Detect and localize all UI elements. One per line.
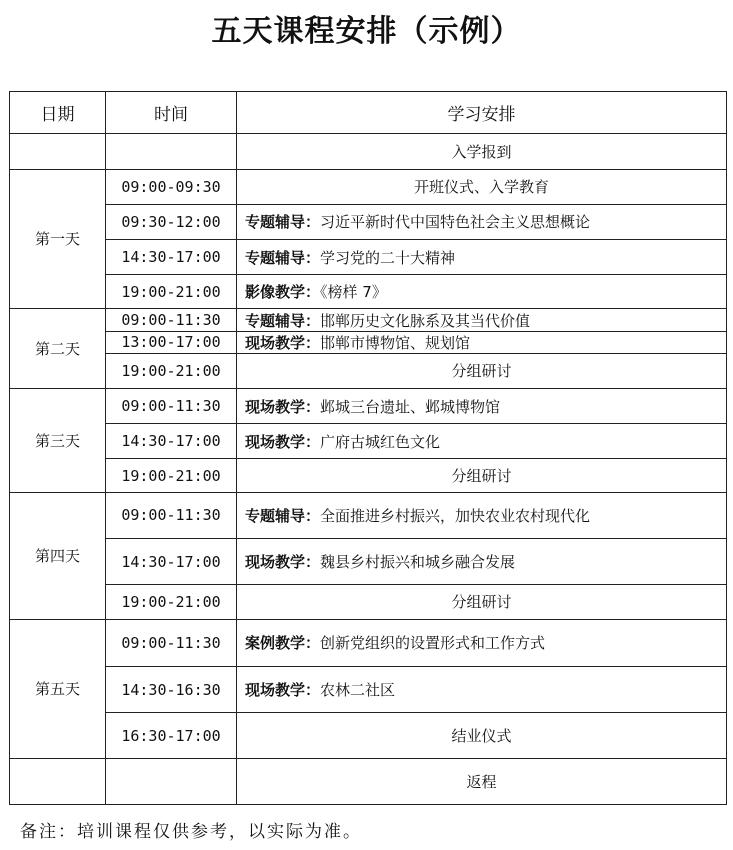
activity-cell: 分组研讨 — [237, 353, 727, 388]
activity-cell: 分组研讨 — [237, 585, 727, 619]
table-row — [10, 239, 727, 274]
activity-type: 现场教学： — [245, 333, 321, 352]
time-cell: 16:30-17:00 — [106, 713, 237, 759]
activity-cell: 分组研讨 — [237, 459, 727, 492]
activity-text: 邯郸市博物馆、规划馆 — [320, 333, 471, 352]
activity-cell: 开班仪式、入学教育 — [237, 169, 727, 204]
schedule-table — [9, 91, 727, 805]
activity-type: 现场教学： — [245, 681, 321, 699]
day-label: 第五天 — [10, 619, 106, 759]
activity-cell — [237, 239, 727, 274]
activity-type: 专题辅导： — [245, 248, 321, 267]
header-date: 日期 — [10, 92, 106, 134]
activity-cell — [237, 666, 727, 712]
activity-cell — [237, 275, 727, 309]
activity-text: 学习党的二十大精神 — [320, 248, 456, 267]
activity-text: 《榜样 7》 — [320, 283, 387, 302]
activity-type: 现场教学： — [245, 553, 321, 572]
day-label: 第四天 — [10, 492, 106, 619]
time-cell: 09:00-11:30 — [106, 492, 237, 538]
table-row — [10, 388, 727, 423]
time-cell: 19:00-21:00 — [106, 353, 237, 388]
table-row — [10, 619, 727, 666]
table-row — [10, 424, 727, 459]
activity-cell — [237, 424, 727, 459]
table-row — [10, 309, 727, 331]
time-cell: 19:00-21:00 — [106, 585, 237, 619]
activity-type: 现场教学： — [245, 432, 321, 451]
day-label: 第三天 — [10, 388, 106, 492]
day-label: 第一天 — [10, 169, 106, 309]
table-row — [10, 204, 727, 239]
activity-cell — [237, 309, 727, 331]
table-row — [10, 538, 727, 584]
activity-cell — [237, 204, 727, 239]
activity-type: 专题辅导： — [245, 506, 321, 525]
activity-cell: 结业仪式 — [237, 713, 727, 759]
activity-text: 创新党组织的设置形式和工作方式 — [320, 634, 546, 653]
activity-text: 邺城三台遗址、邺城博物馆 — [320, 397, 501, 416]
time-cell: 13:00-17:00 — [106, 331, 237, 353]
time-cell: 14:30-17:00 — [106, 239, 237, 274]
activity-text: 魏县乡村振兴和城乡融合发展 — [320, 553, 516, 572]
activity-cell — [237, 331, 727, 353]
activity-cell — [237, 388, 727, 423]
table-row — [10, 459, 727, 492]
page-title: 五天课程安排（示例） — [211, 14, 522, 49]
activity-type: 专题辅导： — [245, 213, 321, 232]
activity-text: 习近平新时代中国特色社会主义思想概论 — [320, 213, 591, 232]
header-row — [10, 92, 727, 134]
table-row — [10, 169, 727, 204]
time-cell: 14:30-17:00 — [106, 424, 237, 459]
activity-text: 广府古城红色文化 — [320, 432, 441, 451]
activity-cell — [237, 492, 727, 538]
table-row — [10, 492, 727, 538]
activity-text: 农林二社区 — [320, 681, 396, 699]
table-row — [10, 585, 727, 619]
table-row — [10, 666, 727, 712]
table-row — [10, 134, 727, 169]
activity-type: 影像教学： — [245, 283, 321, 302]
activity-text: 全面推进乡村振兴，加快农业农村现代化 — [320, 506, 591, 525]
activity-cell — [237, 538, 727, 584]
table-row — [10, 275, 727, 309]
activity-cell — [237, 619, 727, 666]
activity-cell: 入学报到 — [237, 134, 727, 169]
time-cell: 14:30-16:30 — [106, 666, 237, 712]
activity-text: 邯郸历史文化脉系及其当代价值 — [320, 311, 531, 330]
time-cell: 14:30-17:00 — [106, 538, 237, 584]
time-cell: 09:00-11:30 — [106, 388, 237, 423]
header-plan: 学习安排 — [237, 92, 727, 134]
activity-type: 专题辅导： — [245, 311, 321, 330]
table-row — [10, 353, 727, 388]
table-row — [10, 331, 727, 353]
activity-type: 现场教学： — [245, 397, 321, 416]
table-row — [10, 759, 727, 805]
day-label: 第二天 — [10, 309, 106, 389]
time-cell: 19:00-21:00 — [106, 459, 237, 492]
activity-type: 案例教学： — [245, 634, 321, 653]
time-cell: 09:00-09:30 — [106, 169, 237, 204]
table-row — [10, 713, 727, 759]
header-time: 时间 — [106, 92, 237, 134]
footnote: 备注：培训课程仅供参考，以实际为准。 — [20, 822, 362, 842]
activity-cell: 返程 — [237, 759, 727, 805]
time-cell: 09:00-11:30 — [106, 309, 237, 331]
time-cell: 09:30-12:00 — [106, 204, 237, 239]
time-cell: 09:00-11:30 — [106, 619, 237, 666]
time-cell: 19:00-21:00 — [106, 275, 237, 309]
